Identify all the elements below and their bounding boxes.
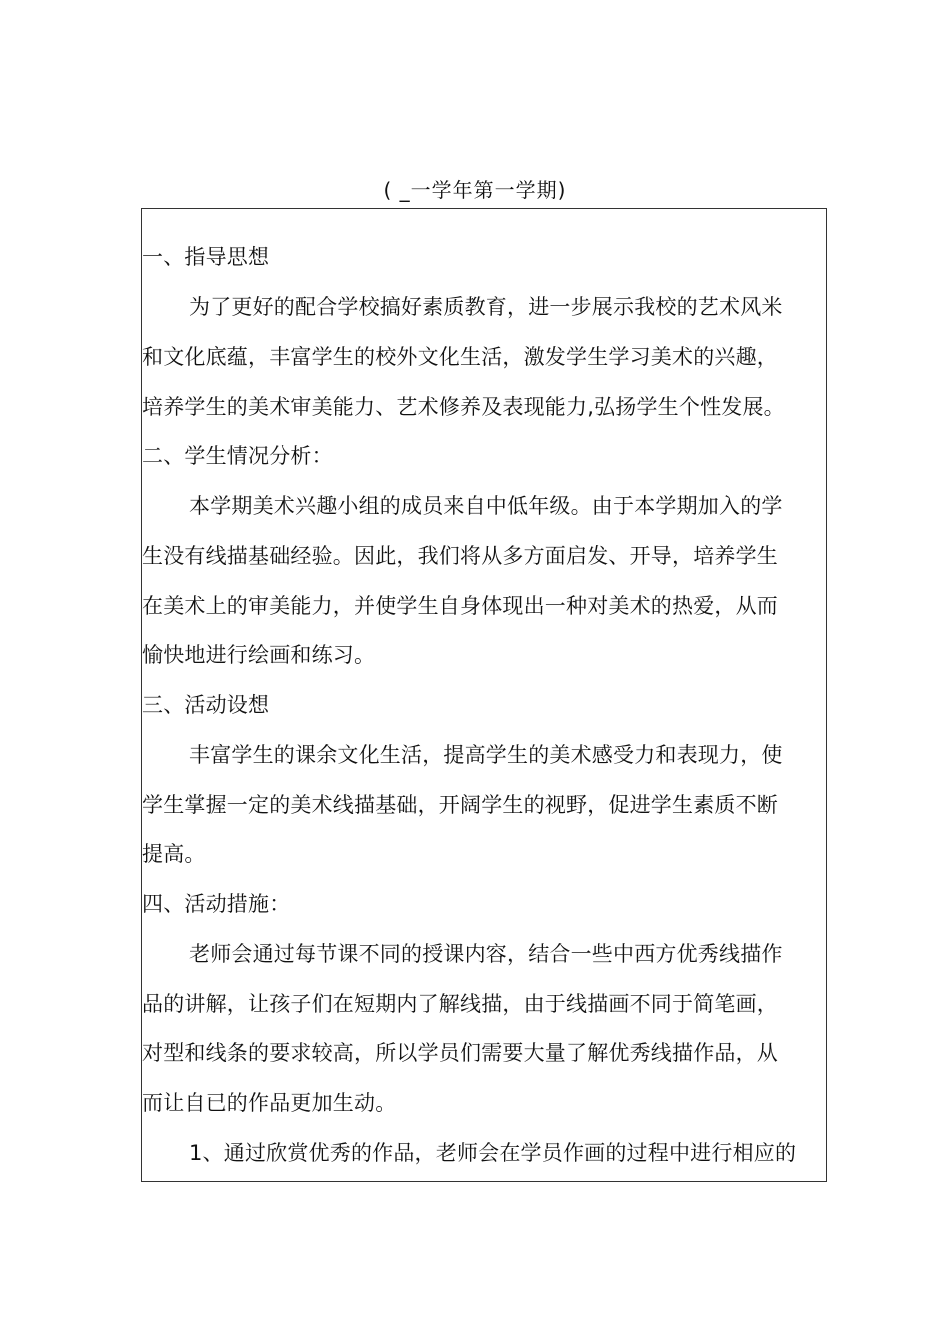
- paragraph-line: 对型和线条的要求较高，所以学员们需要大量了解优秀线描作品，从: [142, 1041, 778, 1065]
- paragraph-line: 品的讲解，让孩子们在短期内了解线描，由于线描画不同于简笔画，: [142, 992, 778, 1016]
- section-heading-student-analysis: 二、学生情况分析：: [142, 444, 333, 468]
- paragraph-line: 学生掌握一定的美术线描基础，开阔学生的视野，促进学生素质不断: [142, 793, 778, 817]
- section-heading-activity-measures: 四、活动措施：: [142, 892, 291, 916]
- paragraph-line: 生没有线描基础经验。因此，我们将从多方面启发、开导，培养学生: [142, 544, 778, 568]
- section-heading-activity-concept: 三、活动设想: [142, 693, 270, 717]
- term-heading: ( _一学年第一学期): [383, 178, 567, 202]
- plan-table-frame: [141, 208, 827, 1182]
- paragraph-line: 为了更好的配合学校搞好素质教育，进一步展示我校的艺术风米: [189, 295, 783, 319]
- paragraph-line: 本学期美术兴趣小组的成员来自中低年级。由于本学期加入的学: [189, 494, 783, 518]
- paragraph-line: 1、通过欣赏优秀的作品，老师会在学员作画的过程中进行相应的: [189, 1141, 797, 1165]
- paragraph-line: 丰富学生的课余文化生活，提高学生的美术感受力和表现力，使: [189, 743, 783, 767]
- paragraph-line: 培养学生的美术审美能力、艺术修养及表现能力,弘扬学生个性发展。: [142, 395, 785, 419]
- paragraph-line: 老师会通过每节课不同的授课内容，结合一些中西方优秀线描作: [189, 942, 783, 966]
- paragraph-line: 而让自已的作品更加生动。: [142, 1091, 397, 1115]
- paragraph-line: 提高。: [142, 842, 206, 866]
- paragraph-line: 在美术上的审美能力，并使学生自身体现出一种对美术的热爱，从而: [142, 594, 778, 618]
- section-heading-guiding-ideology: 一、指导思想: [142, 245, 270, 269]
- paragraph-line: 愉快地进行绘画和练习。: [142, 643, 376, 667]
- paragraph-line: 和文化底蕴，丰富学生的校外文化生活，激发学生学习美术的兴趣，: [142, 345, 778, 369]
